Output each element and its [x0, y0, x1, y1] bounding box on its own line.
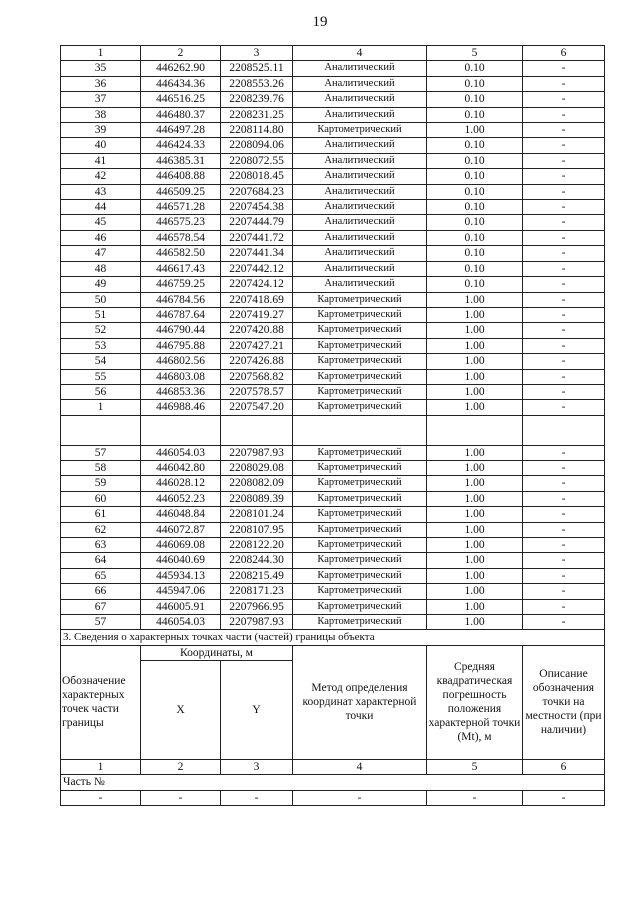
table-cell: 53: [61, 338, 141, 353]
table-row: [61, 522, 605, 537]
table-cell: 446028.12: [141, 476, 221, 491]
table-cell: 446048.84: [141, 507, 221, 522]
table-cell: 41: [61, 153, 141, 168]
table-cell: 446434.36: [141, 76, 221, 91]
table-row: [61, 107, 605, 122]
table-cell: 0.10: [427, 61, 523, 76]
table-row: [61, 369, 605, 384]
table-row: [61, 460, 605, 475]
table-row: [61, 790, 605, 805]
table-cell: 36: [61, 76, 141, 91]
table-cell: -: [523, 491, 605, 506]
column-number-row: [61, 46, 605, 61]
table-cell: 2207684.23: [221, 184, 293, 199]
table-row: [61, 400, 605, 415]
table-row: [61, 491, 605, 506]
table-cell: 446497.28: [141, 123, 221, 138]
table-cell: 446988.46: [141, 400, 221, 415]
table-cell: -: [523, 123, 605, 138]
table-cell: 61: [61, 507, 141, 522]
part-row: [61, 775, 605, 790]
col-number-cell: 5: [427, 759, 523, 774]
table-cell: 446578.54: [141, 230, 221, 245]
table-cell: 0.10: [427, 107, 523, 122]
table-cell: 2207568.82: [221, 369, 293, 384]
table-cell: 446575.23: [141, 215, 221, 230]
table-cell: 2207987.93: [221, 445, 293, 460]
table-cell: -: [523, 230, 605, 245]
table-cell: -: [523, 400, 605, 415]
table-cell: -: [523, 445, 605, 460]
table-cell: 446069.08: [141, 537, 221, 552]
table-cell: Картометрический: [293, 476, 427, 491]
y-header: Y: [221, 660, 293, 759]
table-cell: 2207578.57: [221, 384, 293, 399]
table-cell: 2208101.24: [221, 507, 293, 522]
table-cell: 52: [61, 323, 141, 338]
table-cell: Аналитический: [293, 230, 427, 245]
table-cell: Аналитический: [293, 76, 427, 91]
table-cell: -: [523, 568, 605, 583]
table-cell: 60: [61, 491, 141, 506]
table-row: [61, 568, 605, 583]
empty-cell: [427, 430, 523, 445]
table-cell: 45: [61, 215, 141, 230]
table-cell: Картометрический: [293, 307, 427, 322]
part-label: Часть №: [61, 775, 605, 790]
table-cell: 1: [61, 400, 141, 415]
section-title: 3. Сведения о характерных точках части (частей) границы объекта: [61, 630, 605, 645]
table-cell: 1.00: [427, 292, 523, 307]
table-cell: -: [523, 246, 605, 261]
table-cell: 2208089.39: [221, 491, 293, 506]
table-cell: Картометрический: [293, 491, 427, 506]
table-cell: 446795.88: [141, 338, 221, 353]
table-cell: 446054.03: [141, 615, 221, 630]
table-cell: Картометрический: [293, 584, 427, 599]
table-cell: 1.00: [427, 323, 523, 338]
x-header: X: [141, 660, 221, 759]
col-number-cell: 3: [221, 759, 293, 774]
table-cell: 46: [61, 230, 141, 245]
table-row: [61, 230, 605, 245]
table-cell: 1.00: [427, 553, 523, 568]
table-cell: 0.10: [427, 153, 523, 168]
table-cell: 446072.87: [141, 522, 221, 537]
table-cell: Картометрический: [293, 323, 427, 338]
table-row: [61, 599, 605, 614]
table-row: [61, 123, 605, 138]
table-cell: -: [523, 61, 605, 76]
error-header: Средняя квадратическая погрешность положения характерной точки (Mt), м: [427, 645, 523, 759]
table-cell: -: [141, 790, 221, 805]
table-cell: -: [523, 584, 605, 599]
table-cell: Картометрический: [293, 568, 427, 583]
table-cell: -: [523, 169, 605, 184]
table-cell: 0.10: [427, 169, 523, 184]
table-row: [61, 307, 605, 322]
table-cell: 446802.56: [141, 354, 221, 369]
table-cell: 2207442.12: [221, 261, 293, 276]
table-cell: 2207454.38: [221, 200, 293, 215]
table-cell: Картометрический: [293, 338, 427, 353]
table-cell: 65: [61, 568, 141, 583]
table-cell: 2208072.55: [221, 153, 293, 168]
table-cell: 446054.03: [141, 445, 221, 460]
table-cell: 446509.25: [141, 184, 221, 199]
table-cell: -: [523, 92, 605, 107]
table-cell: 445934.13: [141, 568, 221, 583]
method-header: Метод определения координат характерной точки: [293, 645, 427, 759]
table-cell: 446790.44: [141, 323, 221, 338]
empty-cell: [427, 415, 523, 430]
table-cell: Картометрический: [293, 445, 427, 460]
table-cell: 2208171.23: [221, 584, 293, 599]
table-cell: 2208107.95: [221, 522, 293, 537]
blank-row: [61, 415, 605, 430]
table-cell: 446759.25: [141, 277, 221, 292]
table-cell: 37: [61, 92, 141, 107]
table-cell: -: [523, 323, 605, 338]
coords-header: Координаты, м: [141, 645, 293, 660]
table-cell: -: [293, 790, 427, 805]
table-cell: 2207966.95: [221, 599, 293, 614]
table-cell: 58: [61, 460, 141, 475]
table-cell: 2208094.06: [221, 138, 293, 153]
table-cell: Аналитический: [293, 153, 427, 168]
table-cell: Аналитический: [293, 169, 427, 184]
table-cell: 56: [61, 384, 141, 399]
col-number-cell: 2: [141, 46, 221, 61]
table-cell: 1.00: [427, 522, 523, 537]
table-cell: 47: [61, 246, 141, 261]
section-header-row: [61, 645, 605, 660]
table-cell: 446005.91: [141, 599, 221, 614]
table-cell: 446571.28: [141, 200, 221, 215]
empty-cell: [293, 430, 427, 445]
table-cell: 2207426.88: [221, 354, 293, 369]
table-cell: 64: [61, 553, 141, 568]
table-row: [61, 476, 605, 491]
table-cell: -: [523, 153, 605, 168]
table-cell: 2208525.11: [221, 61, 293, 76]
table-row: [61, 323, 605, 338]
table-cell: -: [523, 107, 605, 122]
table-row: [61, 277, 605, 292]
table-row: [61, 584, 605, 599]
table-row: [61, 537, 605, 552]
table-cell: 0.10: [427, 246, 523, 261]
table-cell: 446424.33: [141, 138, 221, 153]
table-cell: 2207419.27: [221, 307, 293, 322]
table-row: [61, 200, 605, 215]
table-cell: 2207424.12: [221, 277, 293, 292]
table-cell: Картометрический: [293, 384, 427, 399]
col-number-cell: 4: [293, 759, 427, 774]
table-cell: 51: [61, 307, 141, 322]
table-cell: 57: [61, 445, 141, 460]
table-cell: 2208231.25: [221, 107, 293, 122]
table-cell: 38: [61, 107, 141, 122]
table-cell: 2208114.80: [221, 123, 293, 138]
table-cell: 446042.80: [141, 460, 221, 475]
table-cell: 446853.36: [141, 384, 221, 399]
table-cell: 0.10: [427, 76, 523, 91]
table-cell: Картометрический: [293, 537, 427, 552]
blank-row: [61, 430, 605, 445]
table-cell: -: [523, 277, 605, 292]
table-cell: -: [523, 553, 605, 568]
col-number-cell: 3: [221, 46, 293, 61]
table-cell: 2208244.30: [221, 553, 293, 568]
table-cell: -: [523, 76, 605, 91]
table-cell: 2207427.21: [221, 338, 293, 353]
table-cell: 35: [61, 61, 141, 76]
table-cell: 55: [61, 369, 141, 384]
table-row: [61, 61, 605, 76]
table-row: [61, 354, 605, 369]
designation-header: Обозначение характерных точек части границы: [61, 645, 141, 759]
table-cell: 2207420.88: [221, 323, 293, 338]
empty-cell: [141, 430, 221, 445]
table-cell: 2207441.34: [221, 246, 293, 261]
page-number: 19: [312, 14, 328, 30]
col-number-cell: 1: [61, 759, 141, 774]
table-cell: 1.00: [427, 584, 523, 599]
table-row: [61, 507, 605, 522]
table-cell: 2208239.76: [221, 92, 293, 107]
table-cell: 0.10: [427, 215, 523, 230]
table-cell: 54: [61, 354, 141, 369]
table-cell: -: [523, 615, 605, 630]
table-cell: 59: [61, 476, 141, 491]
table-cell: Аналитический: [293, 246, 427, 261]
table-cell: 1.00: [427, 123, 523, 138]
table-row: [61, 76, 605, 91]
table-cell: 0.10: [427, 200, 523, 215]
table-cell: 1.00: [427, 445, 523, 460]
empty-cell: [141, 415, 221, 430]
table-cell: -: [523, 599, 605, 614]
table-cell: 1.00: [427, 400, 523, 415]
table-cell: Аналитический: [293, 61, 427, 76]
table-cell: 446040.69: [141, 553, 221, 568]
empty-cell: [523, 415, 605, 430]
table-cell: -: [523, 215, 605, 230]
table-cell: Аналитический: [293, 215, 427, 230]
table-cell: 0.10: [427, 261, 523, 276]
table-cell: 62: [61, 522, 141, 537]
empty-cell: [523, 430, 605, 445]
table-cell: 1.00: [427, 568, 523, 583]
table-cell: -: [523, 261, 605, 276]
table-cell: 1.00: [427, 307, 523, 322]
table-cell: 57: [61, 615, 141, 630]
table-cell: Картометрический: [293, 507, 427, 522]
table-cell: Аналитический: [293, 107, 427, 122]
table-row: [61, 246, 605, 261]
table-cell: 0.10: [427, 92, 523, 107]
table-cell: 0.10: [427, 230, 523, 245]
table-cell: Картометрический: [293, 599, 427, 614]
table-cell: 63: [61, 537, 141, 552]
col-number-cell: 6: [523, 759, 605, 774]
table-cell: 43: [61, 184, 141, 199]
column-number-row: [61, 759, 605, 774]
table-cell: Аналитический: [293, 184, 427, 199]
table-cell: -: [523, 790, 605, 805]
table-row: [61, 138, 605, 153]
table-cell: 446803.08: [141, 369, 221, 384]
table-row: [61, 615, 605, 630]
table-cell: 446408.88: [141, 169, 221, 184]
points-table: [60, 45, 605, 806]
table-cell: 1.00: [427, 491, 523, 506]
table-cell: 2207547.20: [221, 400, 293, 415]
section-title-row: [61, 630, 605, 645]
table-cell: 0.10: [427, 277, 523, 292]
col-number-cell: 4: [293, 46, 427, 61]
table-cell: 446582.50: [141, 246, 221, 261]
table-cell: 2207441.72: [221, 230, 293, 245]
table-row: [61, 169, 605, 184]
table-cell: -: [427, 790, 523, 805]
table-cell: 1.00: [427, 507, 523, 522]
table-cell: 446617.43: [141, 261, 221, 276]
table-cell: 1.00: [427, 369, 523, 384]
table-cell: Картометрический: [293, 522, 427, 537]
table-cell: -: [523, 476, 605, 491]
table-cell: 67: [61, 599, 141, 614]
table-row: [61, 215, 605, 230]
table-cell: -: [523, 522, 605, 537]
table-cell: 1.00: [427, 615, 523, 630]
table-cell: Аналитический: [293, 200, 427, 215]
table-cell: 1.00: [427, 354, 523, 369]
table-cell: -: [523, 384, 605, 399]
table-row: [61, 261, 605, 276]
table-cell: 1.00: [427, 599, 523, 614]
table-row: [61, 153, 605, 168]
table-cell: 2208018.45: [221, 169, 293, 184]
table-cell: 446480.37: [141, 107, 221, 122]
table-cell: Картометрический: [293, 400, 427, 415]
table-cell: 2207418.69: [221, 292, 293, 307]
table-row: [61, 384, 605, 399]
table-cell: -: [523, 460, 605, 475]
table-cell: 2208082.09: [221, 476, 293, 491]
table-cell: 2208029.08: [221, 460, 293, 475]
table-cell: -: [523, 354, 605, 369]
table-cell: 446385.31: [141, 153, 221, 168]
table-cell: 1.00: [427, 338, 523, 353]
table-cell: 49: [61, 277, 141, 292]
table-cell: 1.00: [427, 384, 523, 399]
table-row: [61, 553, 605, 568]
table-cell: Картометрический: [293, 292, 427, 307]
table-cell: Картометрический: [293, 615, 427, 630]
table-cell: 2207444.79: [221, 215, 293, 230]
description-header: Описание обозначения точки на местности (при наличии): [523, 645, 605, 759]
table-row: [61, 445, 605, 460]
table-cell: Картометрический: [293, 123, 427, 138]
col-number-cell: 6: [523, 46, 605, 61]
table-cell: 446516.25: [141, 92, 221, 107]
table-cell: Картометрический: [293, 354, 427, 369]
empty-cell: [221, 415, 293, 430]
table-cell: Аналитический: [293, 277, 427, 292]
table-cell: -: [523, 507, 605, 522]
table-cell: -: [523, 184, 605, 199]
table-cell: 2208122.20: [221, 537, 293, 552]
table-cell: 446784.56: [141, 292, 221, 307]
table-row: [61, 338, 605, 353]
table-cell: Картометрический: [293, 460, 427, 475]
table-cell: Аналитический: [293, 138, 427, 153]
table-cell: -: [61, 790, 141, 805]
table-cell: -: [523, 338, 605, 353]
table-cell: 446262.90: [141, 61, 221, 76]
table-cell: -: [523, 292, 605, 307]
table-cell: 39: [61, 123, 141, 138]
empty-cell: [221, 430, 293, 445]
table-cell: Аналитический: [293, 261, 427, 276]
table-cell: 2208553.26: [221, 76, 293, 91]
table-cell: 40: [61, 138, 141, 153]
col-number-cell: 1: [61, 46, 141, 61]
table-cell: Картометрический: [293, 369, 427, 384]
table-cell: 446052.23: [141, 491, 221, 506]
col-number-cell: 2: [141, 759, 221, 774]
table-cell: -: [523, 537, 605, 552]
table-cell: Аналитический: [293, 92, 427, 107]
col-number-cell: 5: [427, 46, 523, 61]
table-cell: 44: [61, 200, 141, 215]
table-cell: 445947.06: [141, 584, 221, 599]
table-cell: 0.10: [427, 184, 523, 199]
table-cell: -: [523, 200, 605, 215]
table-cell: -: [523, 369, 605, 384]
table-cell: 1.00: [427, 537, 523, 552]
table-cell: -: [221, 790, 293, 805]
table-cell: 446787.64: [141, 307, 221, 322]
empty-cell: [61, 430, 141, 445]
table-cell: 66: [61, 584, 141, 599]
table-cell: Картометрический: [293, 553, 427, 568]
table-cell: 1.00: [427, 476, 523, 491]
empty-cell: [293, 415, 427, 430]
table-cell: 0.10: [427, 138, 523, 153]
table-row: [61, 292, 605, 307]
table-cell: 48: [61, 261, 141, 276]
table-cell: -: [523, 307, 605, 322]
table-cell: 1.00: [427, 460, 523, 475]
table-cell: 2208215.49: [221, 568, 293, 583]
table-cell: 2207987.93: [221, 615, 293, 630]
table-cell: -: [523, 138, 605, 153]
table-cell: 50: [61, 292, 141, 307]
table-cell: 42: [61, 169, 141, 184]
table-row: [61, 92, 605, 107]
empty-cell: [61, 415, 141, 430]
table-row: [61, 184, 605, 199]
